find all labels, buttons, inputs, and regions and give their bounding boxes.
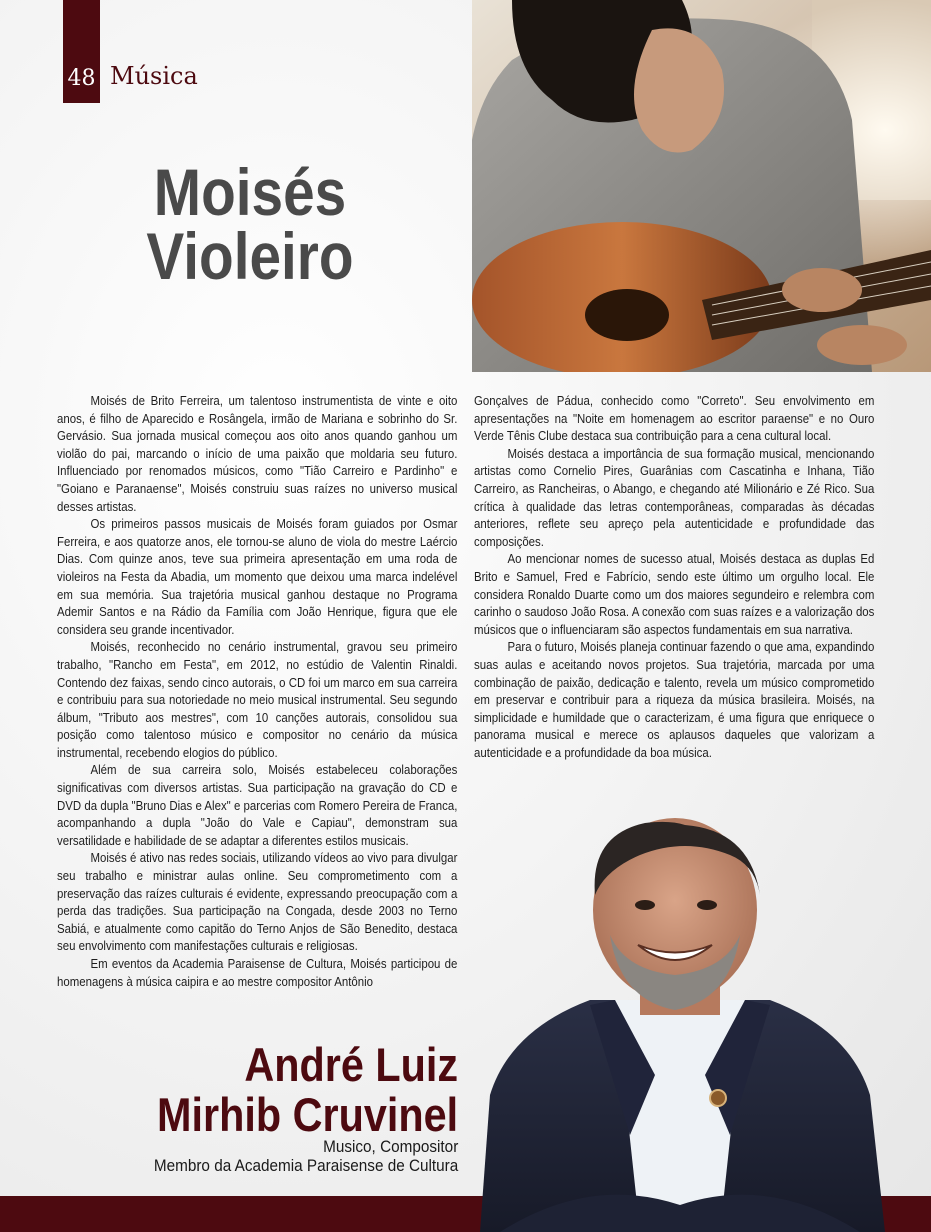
- author-name-line-2: Mirhib Cruvinel: [156, 1088, 458, 1141]
- article-column-right: [474, 392, 874, 761]
- paragraph: Moisés é ativo nas redes sociais, utilizando vídeos ao vivo para divulgar seu trabalho e ministrar aulas online. Seu comprometimento com a preservação das raízes culturais é evidente, expressando preocupação com a perda das tradições. Sua participação na Congada, desde 2003 no Terno Sabiá, e atualmente como capitão do Terno Anjos de São Benedito, destaca seu envolvimento com manifestações culturais e religiosas.: [57, 850, 458, 954]
- page-number: 48: [67, 66, 96, 91]
- author-role-line-2: Membro da Academia Paraisense de Cultura: [153, 1156, 458, 1175]
- page-number-tab: [63, 0, 100, 103]
- paragraph: Em eventos da Academia Paraisense de Cultura, Moisés participou de homenagens à música caipira e ao mestre compositor Antônio: [57, 956, 458, 989]
- paragraph: Moisés, reconhecido no cenário instrumental, gravou seu primeiro trabalho, "Rancho em Festa", em 2012, no estúdio de Valentin Rinaldi. Contendo dez faixas, sendo cinco autorais, o CD foi um marco em sua carreira e contribuiu para sua notoriedade no meio musical instrumental. Seu segundo álbum, "Tributo aos mestres", com 10 canções autorais, consolidou sua posição como talentoso músico e compositor no cenário da música instrumental, recebendo elogios do público.: [57, 639, 458, 760]
- author-role-line-1: Musico, Compositor: [322, 1137, 458, 1156]
- author-portrait: [470, 815, 890, 1232]
- paragraph: Moisés de Brito Ferreira, um talentoso instrumentista de vinte e oito anos, é filho de Aparecido e Rosângela, irmão de Mariana e sobrinho do Sr. Gervásio. Sua jornada musical começou aos oito anos quando ganhou um violão do pai, marcando o início de uma paixão que moldaria seu futuro. Influenciado por renomados músicos, como "Tião Carreiro e Pardinho" e "Goiano e Paranaense", Moisés construiu suas raízes no universo musical desses artistas.: [57, 393, 458, 514]
- paragraph: Além de sua carreira solo, Moisés estabeleceu colaborações significativas com diversos artistas. Sua participação na gravação do CD e DVD da dupla "Bruno Dias e Alex" e parcerias com Romero Pereira de Franca, acompanhando a dupla "João do Vale e Capiau", demonstram sua versatilidade e habilidade de se adaptar a diferentes estilos musicais.: [57, 762, 458, 848]
- author-role: [154, 1137, 458, 1175]
- author-name-line-1: André Luiz: [244, 1038, 458, 1091]
- headline-line-2: Violeiro: [146, 219, 354, 293]
- section-title: Música: [110, 62, 198, 90]
- headline-line-1: Moisés: [153, 155, 347, 229]
- guitarist-photo: [472, 0, 931, 372]
- article-headline: [138, 155, 362, 293]
- paragraph: Moisés destaca a importância de sua formação musical, mencionando artistas como Cornelio Pires, Guarânias com Cascatinha e Inhana, Tião Carreiro, as Rancheiras, o Abango, e chegando até Milionário e Zé Rico. Sua crítica à qualidade das letras contemporâneas, comparadas às décadas anteriores, reflete seu apreço pela autenticidade e profundidade das composições.: [474, 445, 875, 549]
- paragraph: Ao mencionar nomes de sucesso atual, Moisés destaca as duplas Ed Brito e Samuel, Fred e Fabrício, sendo este último um orgulho local. Ele considera Ronaldo Duarte como um dos maiores segundeiro e relembra com carinho o saudoso João Rosa. A conexão com suas raízes e a valorização dos músicos que o influenciaram são aspectos fundamentais em sua narrativa.: [474, 551, 875, 637]
- article-column-left: [57, 392, 457, 990]
- paragraph: Os primeiros passos musicais de Moisés foram guiados por Osmar Ferreira, e aos quatorze anos, ele tornou-se aluno de viola do mestre Laércio Dias. Com quinze anos, teve sua primeira apresentação em uma roda de violeiros na Festa da Abadia, um momento que deixou uma marca indelével em sua memória. Sua trajetória musical ganhou destaque no Programa Ademir Santos e na Rádio da Família com João Henrique, figura que ele considera seu grande incentivador.: [57, 516, 458, 637]
- paragraph: Para o futuro, Moisés planeja continuar fazendo o que ama, expandindo suas aulas e aceitando novos projetos. Sua trajetória, marcada por uma combinação de paixão, dedicação e talento, revela um músico comprometido em preservar e contribuir para a riqueza da música brasileira. Moisés, na simplicidade e humildade que o caracterizam, é uma figura que enriquece o panorama musical e merece os aplausos daqueles que valorizam a autenticidade e a profundidade da boa música.: [474, 639, 875, 760]
- paragraph-continuation: Gonçalves de Pádua, conhecido como "Correto". Seu envolvimento em apresentações na "Noite em homenagem ao escritor paraense" e no Ouro Verde Tênis Clube destaca sua contribuição para a cena cultural local.: [474, 393, 875, 444]
- author-name: [157, 1040, 458, 1140]
